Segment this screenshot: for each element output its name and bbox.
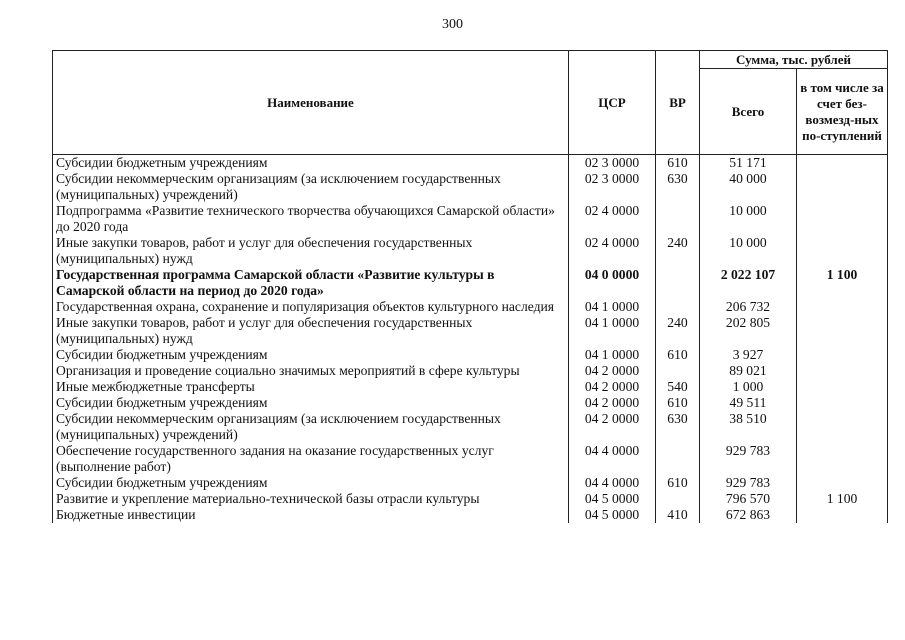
cell-vr: 610 xyxy=(656,475,700,491)
cell-total: 672 863 xyxy=(700,507,797,523)
cell-vr: 540 xyxy=(656,379,700,395)
cell-vr: 240 xyxy=(656,235,700,267)
cell-total: 40 000 xyxy=(700,171,797,203)
table-row xyxy=(53,267,888,299)
cell-csr: 02 4 0000 xyxy=(569,203,656,235)
cell-total: 1 000 xyxy=(700,379,797,395)
table-row xyxy=(53,395,888,411)
table-row xyxy=(53,155,888,172)
cell-incl xyxy=(797,155,888,172)
cell-name: Государственная охрана, сохранение и популяризация объектов культурного наследия xyxy=(53,299,569,315)
cell-csr: 04 0 0000 xyxy=(569,267,656,299)
cell-name: Подпрограмма «Развитие технического творчества обучающихся Самарской области» до 2020 года xyxy=(53,203,569,235)
cell-total: 206 732 xyxy=(700,299,797,315)
cell-vr xyxy=(656,491,700,507)
page-number: 300 xyxy=(442,17,463,32)
cell-name: Иные закупки товаров, работ и услуг для обеспечения государственных (муниципальных) нужд xyxy=(53,315,569,347)
cell-vr: 610 xyxy=(656,347,700,363)
cell-total: 202 805 xyxy=(700,315,797,347)
cell-name: Субсидии бюджетным учреждениям xyxy=(53,347,569,363)
cell-incl xyxy=(797,507,888,523)
table-header xyxy=(53,51,888,155)
cell-vr xyxy=(656,267,700,299)
table-row xyxy=(53,507,888,523)
cell-vr: 610 xyxy=(656,395,700,411)
cell-total: 38 510 xyxy=(700,411,797,443)
cell-incl: 1 100 xyxy=(797,267,888,299)
cell-incl xyxy=(797,443,888,475)
table-body xyxy=(53,155,888,524)
cell-csr: 02 3 0000 xyxy=(569,155,656,172)
header-vr: ВР xyxy=(656,51,700,155)
cell-total: 929 783 xyxy=(700,443,797,475)
cell-incl xyxy=(797,235,888,267)
cell-csr: 04 4 0000 xyxy=(569,443,656,475)
cell-vr xyxy=(656,203,700,235)
cell-name: Субсидии бюджетным учреждениям xyxy=(53,475,569,491)
cell-name: Бюджетные инвестиции xyxy=(53,507,569,523)
cell-vr xyxy=(656,299,700,315)
table-row xyxy=(53,235,888,267)
header-incl: в том числе за счет без-возмезд-ных по-ступлений xyxy=(797,69,888,155)
header-sum-group: Сумма, тыс. рублей xyxy=(700,51,888,69)
table-row xyxy=(53,315,888,347)
table-row xyxy=(53,171,888,203)
cell-incl xyxy=(797,475,888,491)
table-row xyxy=(53,347,888,363)
cell-incl: 1 100 xyxy=(797,491,888,507)
cell-name: Субсидии бюджетным учреждениям xyxy=(53,395,569,411)
cell-name: Иные закупки товаров, работ и услуг для обеспечения государственных (муниципальных) нужд xyxy=(53,235,569,267)
table-row xyxy=(53,363,888,379)
cell-name: Субсидии некоммерческим организациям (за исключением государственных (муниципальных) учреждений) xyxy=(53,411,569,443)
cell-name: Иные межбюджетные трансферты xyxy=(53,379,569,395)
budget-table xyxy=(52,50,888,523)
cell-name: Развитие и укрепление материально-технической базы отрасли культуры xyxy=(53,491,569,507)
cell-vr: 240 xyxy=(656,315,700,347)
table-row xyxy=(53,299,888,315)
cell-incl xyxy=(797,395,888,411)
cell-vr xyxy=(656,363,700,379)
cell-total: 89 021 xyxy=(700,363,797,379)
cell-incl xyxy=(797,171,888,203)
cell-name: Субсидии некоммерческим организациям (за исключением государственных (муниципальных) учреждений) xyxy=(53,171,569,203)
cell-total: 10 000 xyxy=(700,235,797,267)
cell-incl xyxy=(797,379,888,395)
cell-total: 49 511 xyxy=(700,395,797,411)
cell-incl xyxy=(797,411,888,443)
cell-csr: 04 1 0000 xyxy=(569,347,656,363)
cell-total: 2 022 107 xyxy=(700,267,797,299)
cell-vr: 630 xyxy=(656,171,700,203)
table-row xyxy=(53,379,888,395)
cell-total: 51 171 xyxy=(700,155,797,172)
cell-total: 796 570 xyxy=(700,491,797,507)
cell-csr: 04 5 0000 xyxy=(569,491,656,507)
header-name: Наименование xyxy=(53,51,569,155)
cell-incl xyxy=(797,203,888,235)
cell-vr: 630 xyxy=(656,411,700,443)
cell-total: 3 927 xyxy=(700,347,797,363)
header-csr: ЦСР xyxy=(569,51,656,155)
table-row xyxy=(53,203,888,235)
cell-name: Организация и проведение социально значимых мероприятий в сфере культуры xyxy=(53,363,569,379)
cell-csr: 04 1 0000 xyxy=(569,299,656,315)
cell-name: Субсидии бюджетным учреждениям xyxy=(53,155,569,172)
table-row xyxy=(53,475,888,491)
cell-incl xyxy=(797,315,888,347)
cell-csr: 04 2 0000 xyxy=(569,411,656,443)
cell-csr: 04 2 0000 xyxy=(569,395,656,411)
cell-csr: 04 2 0000 xyxy=(569,363,656,379)
cell-csr: 04 2 0000 xyxy=(569,379,656,395)
table-row xyxy=(53,411,888,443)
cell-csr: 02 3 0000 xyxy=(569,171,656,203)
cell-csr: 02 4 0000 xyxy=(569,235,656,267)
cell-incl xyxy=(797,347,888,363)
cell-csr: 04 5 0000 xyxy=(569,507,656,523)
cell-vr: 410 xyxy=(656,507,700,523)
cell-csr: 04 1 0000 xyxy=(569,315,656,347)
cell-name: Обеспечение государственного задания на оказание государственных услуг (выполнение работ) xyxy=(53,443,569,475)
cell-csr: 04 4 0000 xyxy=(569,475,656,491)
cell-vr: 610 xyxy=(656,155,700,172)
table-row xyxy=(53,443,888,475)
cell-incl xyxy=(797,363,888,379)
cell-total: 929 783 xyxy=(700,475,797,491)
cell-name: Государственная программа Самарской области «Развитие культуры в Самарской области на период до 2020 года» xyxy=(53,267,569,299)
cell-vr xyxy=(656,443,700,475)
header-total: Всего xyxy=(700,69,797,155)
table-row xyxy=(53,491,888,507)
cell-total: 10 000 xyxy=(700,203,797,235)
cell-incl xyxy=(797,299,888,315)
